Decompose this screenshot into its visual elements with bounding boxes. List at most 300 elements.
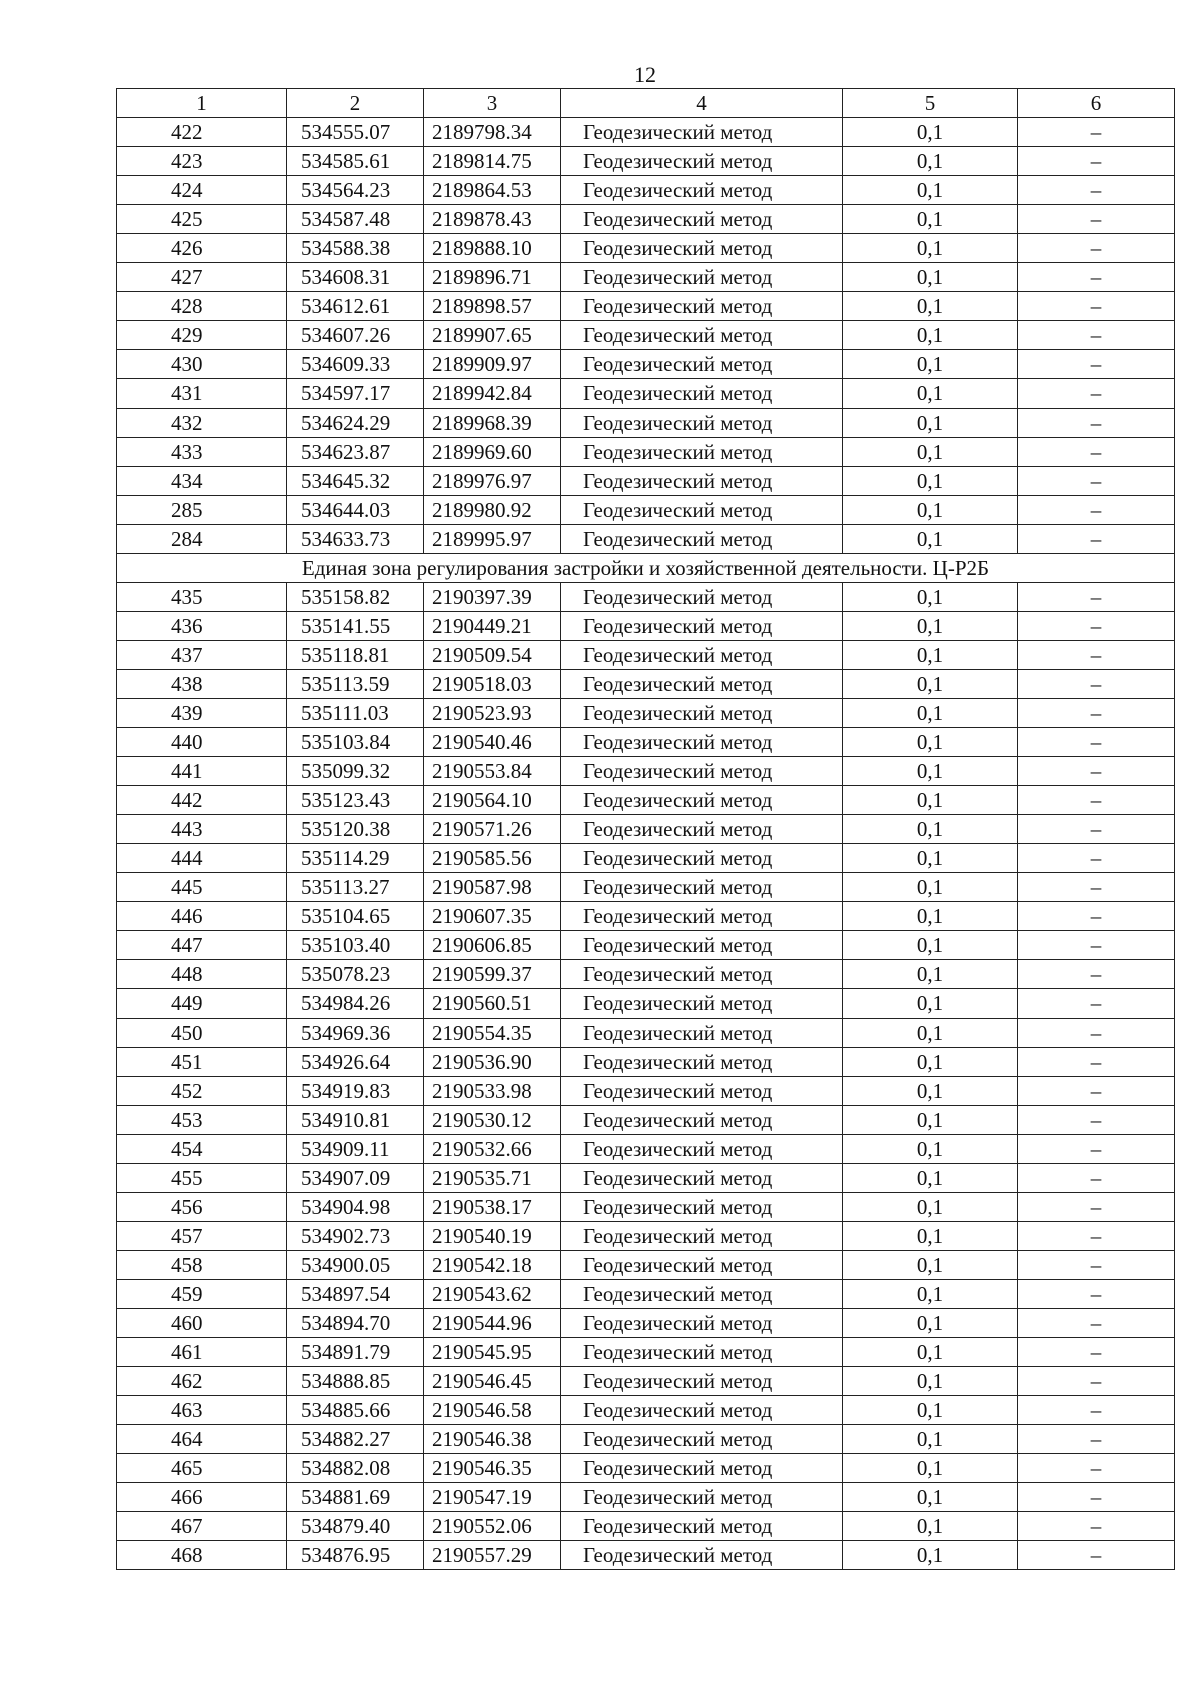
header-cell-6: 6: [1018, 89, 1175, 118]
x-coordinate-cell: 535141.55: [287, 611, 424, 640]
y-coordinate-cell: 2190530.12: [424, 1105, 561, 1134]
accuracy-cell: 0,1: [843, 1279, 1018, 1308]
method-cell: Геодезический метод: [561, 524, 843, 553]
method-cell: Геодезический метод: [561, 611, 843, 640]
y-coordinate-cell: 2190552.06: [424, 1512, 561, 1541]
x-coordinate-cell: 534597.17: [287, 379, 424, 408]
method-cell: Геодезический метод: [561, 118, 843, 147]
accuracy-cell: 0,1: [843, 408, 1018, 437]
x-coordinate-cell: 534633.73: [287, 524, 424, 553]
y-coordinate-cell: 2190523.93: [424, 698, 561, 727]
method-cell: Геодезический метод: [561, 1367, 843, 1396]
accuracy-cell: 0,1: [843, 611, 1018, 640]
table-row: [117, 786, 1175, 815]
y-coordinate-cell: 2189896.71: [424, 263, 561, 292]
y-coordinate-cell: 2189909.97: [424, 350, 561, 379]
section-title: Единая зона регулирования застройки и хозяйственной деятельности. Ц-Р2Б: [117, 553, 1175, 582]
point-number-cell: 434: [117, 466, 287, 495]
y-coordinate-cell: 2190571.26: [424, 815, 561, 844]
method-cell: Геодезический метод: [561, 698, 843, 727]
method-cell: Геодезический метод: [561, 902, 843, 931]
accuracy-cell: 0,1: [843, 1512, 1018, 1541]
accuracy-cell: 0,1: [843, 118, 1018, 147]
table-header-row: [117, 89, 1175, 118]
point-number-cell: 424: [117, 176, 287, 205]
table-row: [117, 118, 1175, 147]
x-coordinate-cell: 534907.09: [287, 1163, 424, 1192]
accuracy-cell: 0,1: [843, 292, 1018, 321]
method-cell: Геодезический метод: [561, 640, 843, 669]
accuracy-cell: 0,1: [843, 757, 1018, 786]
note-cell: –: [1018, 1221, 1175, 1250]
method-cell: Геодезический метод: [561, 1047, 843, 1076]
y-coordinate-cell: 2189878.43: [424, 205, 561, 234]
table-row: [117, 1541, 1175, 1570]
note-cell: –: [1018, 408, 1175, 437]
method-cell: Геодезический метод: [561, 321, 843, 350]
header-cell-3: 3: [424, 89, 561, 118]
table-row: [117, 902, 1175, 931]
y-coordinate-cell: 2190599.37: [424, 960, 561, 989]
point-number-cell: 455: [117, 1163, 287, 1192]
table-row: [117, 1018, 1175, 1047]
accuracy-cell: 0,1: [843, 1367, 1018, 1396]
x-coordinate-cell: 534882.08: [287, 1454, 424, 1483]
y-coordinate-cell: 2189969.60: [424, 437, 561, 466]
method-cell: Геодезический метод: [561, 205, 843, 234]
header-cell-1: 1: [117, 89, 287, 118]
table-row: [117, 176, 1175, 205]
point-number-cell: 437: [117, 640, 287, 669]
y-coordinate-cell: 2189798.34: [424, 118, 561, 147]
accuracy-cell: 0,1: [843, 1163, 1018, 1192]
note-cell: –: [1018, 757, 1175, 786]
accuracy-cell: 0,1: [843, 931, 1018, 960]
method-cell: Геодезический метод: [561, 495, 843, 524]
note-cell: –: [1018, 1425, 1175, 1454]
point-number-cell: 450: [117, 1018, 287, 1047]
x-coordinate-cell: 534587.48: [287, 205, 424, 234]
note-cell: –: [1018, 524, 1175, 553]
table-row: [117, 147, 1175, 176]
y-coordinate-cell: 2189888.10: [424, 234, 561, 263]
x-coordinate-cell: 535113.59: [287, 669, 424, 698]
point-number-cell: 423: [117, 147, 287, 176]
accuracy-cell: 0,1: [843, 902, 1018, 931]
table-row: [117, 495, 1175, 524]
x-coordinate-cell: 534891.79: [287, 1338, 424, 1367]
table-row: [117, 1076, 1175, 1105]
y-coordinate-cell: 2190540.46: [424, 728, 561, 757]
point-number-cell: 426: [117, 234, 287, 263]
accuracy-cell: 0,1: [843, 379, 1018, 408]
point-number-cell: 448: [117, 960, 287, 989]
x-coordinate-cell: 535099.32: [287, 757, 424, 786]
method-cell: Геодезический метод: [561, 408, 843, 437]
method-cell: Геодезический метод: [561, 1105, 843, 1134]
point-number-cell: 433: [117, 437, 287, 466]
point-number-cell: 431: [117, 379, 287, 408]
x-coordinate-cell: 534608.31: [287, 263, 424, 292]
method-cell: Геодезический метод: [561, 379, 843, 408]
point-number-cell: 466: [117, 1483, 287, 1512]
y-coordinate-cell: 2190543.62: [424, 1279, 561, 1308]
x-coordinate-cell: 534585.61: [287, 147, 424, 176]
table-row: [117, 1367, 1175, 1396]
point-number-cell: 425: [117, 205, 287, 234]
method-cell: Геодезический метод: [561, 1308, 843, 1337]
point-number-cell: 445: [117, 873, 287, 902]
note-cell: –: [1018, 1134, 1175, 1163]
y-coordinate-cell: 2189898.57: [424, 292, 561, 321]
note-cell: –: [1018, 1250, 1175, 1279]
x-coordinate-cell: 534623.87: [287, 437, 424, 466]
y-coordinate-cell: 2190606.85: [424, 931, 561, 960]
y-coordinate-cell: 2189995.97: [424, 524, 561, 553]
x-coordinate-cell: 535103.84: [287, 728, 424, 757]
y-coordinate-cell: 2190545.95: [424, 1338, 561, 1367]
note-cell: –: [1018, 582, 1175, 611]
x-coordinate-cell: 535120.38: [287, 815, 424, 844]
method-cell: Геодезический метод: [561, 176, 843, 205]
method-cell: Геодезический метод: [561, 815, 843, 844]
header-cell-5: 5: [843, 89, 1018, 118]
accuracy-cell: 0,1: [843, 1134, 1018, 1163]
method-cell: Геодезический метод: [561, 1018, 843, 1047]
note-cell: –: [1018, 1279, 1175, 1308]
y-coordinate-cell: 2190546.38: [424, 1425, 561, 1454]
accuracy-cell: 0,1: [843, 1396, 1018, 1425]
accuracy-cell: 0,1: [843, 350, 1018, 379]
accuracy-cell: 0,1: [843, 1338, 1018, 1367]
point-number-cell: 444: [117, 844, 287, 873]
note-cell: –: [1018, 931, 1175, 960]
note-cell: –: [1018, 1454, 1175, 1483]
table-row: [117, 379, 1175, 408]
x-coordinate-cell: 534624.29: [287, 408, 424, 437]
accuracy-cell: 0,1: [843, 1541, 1018, 1570]
note-cell: –: [1018, 611, 1175, 640]
y-coordinate-cell: 2190544.96: [424, 1308, 561, 1337]
table-row: [117, 1192, 1175, 1221]
x-coordinate-cell: 535114.29: [287, 844, 424, 873]
accuracy-cell: 0,1: [843, 176, 1018, 205]
point-number-cell: 440: [117, 728, 287, 757]
note-cell: –: [1018, 960, 1175, 989]
table-row: [117, 1221, 1175, 1250]
accuracy-cell: 0,1: [843, 989, 1018, 1018]
x-coordinate-cell: 534588.38: [287, 234, 424, 263]
table-row: [117, 1338, 1175, 1367]
point-number-cell: 422: [117, 118, 287, 147]
table-body: [117, 89, 1175, 1570]
y-coordinate-cell: 2190587.98: [424, 873, 561, 902]
x-coordinate-cell: 534902.73: [287, 1221, 424, 1250]
y-coordinate-cell: 2189942.84: [424, 379, 561, 408]
x-coordinate-cell: 534904.98: [287, 1192, 424, 1221]
point-number-cell: 459: [117, 1279, 287, 1308]
table-row: [117, 321, 1175, 350]
header-cell-4: 4: [561, 89, 843, 118]
y-coordinate-cell: 2189976.97: [424, 466, 561, 495]
point-number-cell: 456: [117, 1192, 287, 1221]
point-number-cell: 443: [117, 815, 287, 844]
note-cell: –: [1018, 1338, 1175, 1367]
point-number-cell: 453: [117, 1105, 287, 1134]
method-cell: Геодезический метод: [561, 437, 843, 466]
y-coordinate-cell: 2189814.75: [424, 147, 561, 176]
y-coordinate-cell: 2189968.39: [424, 408, 561, 437]
point-number-cell: 461: [117, 1338, 287, 1367]
accuracy-cell: 0,1: [843, 234, 1018, 263]
table-row: [117, 263, 1175, 292]
table-row: [117, 1396, 1175, 1425]
note-cell: –: [1018, 147, 1175, 176]
y-coordinate-cell: 2190397.39: [424, 582, 561, 611]
table-row: [117, 408, 1175, 437]
method-cell: Геодезический метод: [561, 728, 843, 757]
x-coordinate-cell: 534900.05: [287, 1250, 424, 1279]
table-row: [117, 1425, 1175, 1454]
note-cell: –: [1018, 844, 1175, 873]
method-cell: Геодезический метод: [561, 844, 843, 873]
y-coordinate-cell: 2189980.92: [424, 495, 561, 524]
point-number-cell: 438: [117, 669, 287, 698]
method-cell: Геодезический метод: [561, 466, 843, 495]
point-number-cell: 435: [117, 582, 287, 611]
table-row: [117, 1512, 1175, 1541]
method-cell: Геодезический метод: [561, 1483, 843, 1512]
point-number-cell: 464: [117, 1425, 287, 1454]
x-coordinate-cell: 534645.32: [287, 466, 424, 495]
method-cell: Геодезический метод: [561, 931, 843, 960]
note-cell: –: [1018, 205, 1175, 234]
accuracy-cell: 0,1: [843, 844, 1018, 873]
point-number-cell: 284: [117, 524, 287, 553]
x-coordinate-cell: 535158.82: [287, 582, 424, 611]
note-cell: –: [1018, 989, 1175, 1018]
note-cell: –: [1018, 902, 1175, 931]
accuracy-cell: 0,1: [843, 1250, 1018, 1279]
y-coordinate-cell: 2190509.54: [424, 640, 561, 669]
point-number-cell: 429: [117, 321, 287, 350]
table-row: [117, 815, 1175, 844]
method-cell: Геодезический метод: [561, 786, 843, 815]
x-coordinate-cell: 534984.26: [287, 989, 424, 1018]
note-cell: –: [1018, 1367, 1175, 1396]
table-row: [117, 669, 1175, 698]
method-cell: Геодезический метод: [561, 147, 843, 176]
table-row: [117, 1308, 1175, 1337]
x-coordinate-cell: 534609.33: [287, 350, 424, 379]
note-cell: –: [1018, 728, 1175, 757]
table-row: [117, 873, 1175, 902]
accuracy-cell: 0,1: [843, 1076, 1018, 1105]
accuracy-cell: 0,1: [843, 263, 1018, 292]
coordinates-table-wrapper: [116, 88, 1174, 1570]
note-cell: –: [1018, 292, 1175, 321]
note-cell: –: [1018, 379, 1175, 408]
y-coordinate-cell: 2190557.29: [424, 1541, 561, 1570]
note-cell: –: [1018, 234, 1175, 263]
x-coordinate-cell: 534888.85: [287, 1367, 424, 1396]
note-cell: –: [1018, 1308, 1175, 1337]
table-row: [117, 1483, 1175, 1512]
y-coordinate-cell: 2190542.18: [424, 1250, 561, 1279]
accuracy-cell: 0,1: [843, 728, 1018, 757]
x-coordinate-cell: 534910.81: [287, 1105, 424, 1134]
y-coordinate-cell: 2190546.58: [424, 1396, 561, 1425]
point-number-cell: 449: [117, 989, 287, 1018]
note-cell: –: [1018, 786, 1175, 815]
note-cell: –: [1018, 1483, 1175, 1512]
note-cell: –: [1018, 1047, 1175, 1076]
y-coordinate-cell: 2190535.71: [424, 1163, 561, 1192]
method-cell: Геодезический метод: [561, 1250, 843, 1279]
method-cell: Геодезический метод: [561, 1512, 843, 1541]
accuracy-cell: 0,1: [843, 1483, 1018, 1512]
point-number-cell: 442: [117, 786, 287, 815]
note-cell: –: [1018, 437, 1175, 466]
point-number-cell: 468: [117, 1541, 287, 1570]
accuracy-cell: 0,1: [843, 1192, 1018, 1221]
note-cell: –: [1018, 698, 1175, 727]
y-coordinate-cell: 2190553.84: [424, 757, 561, 786]
y-coordinate-cell: 2189864.53: [424, 176, 561, 205]
y-coordinate-cell: 2190532.66: [424, 1134, 561, 1163]
table-row: [117, 292, 1175, 321]
note-cell: –: [1018, 815, 1175, 844]
note-cell: –: [1018, 1396, 1175, 1425]
y-coordinate-cell: 2190554.35: [424, 1018, 561, 1047]
y-coordinate-cell: 2190518.03: [424, 669, 561, 698]
accuracy-cell: 0,1: [843, 815, 1018, 844]
method-cell: Геодезический метод: [561, 1076, 843, 1105]
accuracy-cell: 0,1: [843, 873, 1018, 902]
point-number-cell: 285: [117, 495, 287, 524]
accuracy-cell: 0,1: [843, 466, 1018, 495]
note-cell: –: [1018, 176, 1175, 205]
method-cell: Геодезический метод: [561, 1163, 843, 1192]
table-row: [117, 234, 1175, 263]
x-coordinate-cell: 534644.03: [287, 495, 424, 524]
point-number-cell: 465: [117, 1454, 287, 1483]
accuracy-cell: 0,1: [843, 640, 1018, 669]
method-cell: Геодезический метод: [561, 292, 843, 321]
table-row: [117, 205, 1175, 234]
point-number-cell: 428: [117, 292, 287, 321]
y-coordinate-cell: 2190449.21: [424, 611, 561, 640]
table-row: [117, 582, 1175, 611]
point-number-cell: 446: [117, 902, 287, 931]
accuracy-cell: 0,1: [843, 698, 1018, 727]
accuracy-cell: 0,1: [843, 205, 1018, 234]
note-cell: –: [1018, 350, 1175, 379]
note-cell: –: [1018, 1541, 1175, 1570]
x-coordinate-cell: 535078.23: [287, 960, 424, 989]
table-row: [117, 698, 1175, 727]
method-cell: Геодезический метод: [561, 1541, 843, 1570]
method-cell: Геодезический метод: [561, 873, 843, 902]
y-coordinate-cell: 2190607.35: [424, 902, 561, 931]
y-coordinate-cell: 2190546.35: [424, 1454, 561, 1483]
accuracy-cell: 0,1: [843, 437, 1018, 466]
point-number-cell: 432: [117, 408, 287, 437]
method-cell: Геодезический метод: [561, 1279, 843, 1308]
point-number-cell: 451: [117, 1047, 287, 1076]
note-cell: –: [1018, 321, 1175, 350]
accuracy-cell: 0,1: [843, 1047, 1018, 1076]
x-coordinate-cell: 534885.66: [287, 1396, 424, 1425]
accuracy-cell: 0,1: [843, 669, 1018, 698]
method-cell: Геодезический метод: [561, 234, 843, 263]
y-coordinate-cell: 2190536.90: [424, 1047, 561, 1076]
table-row: [117, 1134, 1175, 1163]
accuracy-cell: 0,1: [843, 495, 1018, 524]
table-row: [117, 728, 1175, 757]
method-cell: Геодезический метод: [561, 960, 843, 989]
header-cell-2: 2: [287, 89, 424, 118]
note-cell: –: [1018, 1512, 1175, 1541]
x-coordinate-cell: 534909.11: [287, 1134, 424, 1163]
y-coordinate-cell: 2190585.56: [424, 844, 561, 873]
y-coordinate-cell: 2190533.98: [424, 1076, 561, 1105]
table-row: [117, 989, 1175, 1018]
x-coordinate-cell: 534919.83: [287, 1076, 424, 1105]
accuracy-cell: 0,1: [843, 582, 1018, 611]
point-number-cell: 458: [117, 1250, 287, 1279]
accuracy-cell: 0,1: [843, 1018, 1018, 1047]
table-row: [117, 1105, 1175, 1134]
point-number-cell: 452: [117, 1076, 287, 1105]
y-coordinate-cell: 2190564.10: [424, 786, 561, 815]
x-coordinate-cell: 534876.95: [287, 1541, 424, 1570]
table-row: [117, 960, 1175, 989]
table-row: [117, 524, 1175, 553]
x-coordinate-cell: 534882.27: [287, 1425, 424, 1454]
table-row: [117, 437, 1175, 466]
table-row: [117, 1047, 1175, 1076]
x-coordinate-cell: 534881.69: [287, 1483, 424, 1512]
table-row: [117, 611, 1175, 640]
page-number: 12: [634, 62, 656, 87]
method-cell: Геодезический метод: [561, 1192, 843, 1221]
table-row: [117, 1279, 1175, 1308]
y-coordinate-cell: 2190538.17: [424, 1192, 561, 1221]
accuracy-cell: 0,1: [843, 960, 1018, 989]
accuracy-cell: 0,1: [843, 1105, 1018, 1134]
x-coordinate-cell: 534926.64: [287, 1047, 424, 1076]
method-cell: Геодезический метод: [561, 669, 843, 698]
table-row: [117, 350, 1175, 379]
point-number-cell: 439: [117, 698, 287, 727]
accuracy-cell: 0,1: [843, 524, 1018, 553]
table-row: [117, 466, 1175, 495]
x-coordinate-cell: 534897.54: [287, 1279, 424, 1308]
accuracy-cell: 0,1: [843, 786, 1018, 815]
method-cell: Геодезический метод: [561, 989, 843, 1018]
x-coordinate-cell: 534894.70: [287, 1308, 424, 1337]
table-row: [117, 844, 1175, 873]
point-number-cell: 430: [117, 350, 287, 379]
y-coordinate-cell: 2190547.19: [424, 1483, 561, 1512]
section-title-row: [117, 553, 1175, 582]
accuracy-cell: 0,1: [843, 1221, 1018, 1250]
note-cell: –: [1018, 669, 1175, 698]
table-row: [117, 931, 1175, 960]
point-number-cell: 427: [117, 263, 287, 292]
x-coordinate-cell: 535123.43: [287, 786, 424, 815]
